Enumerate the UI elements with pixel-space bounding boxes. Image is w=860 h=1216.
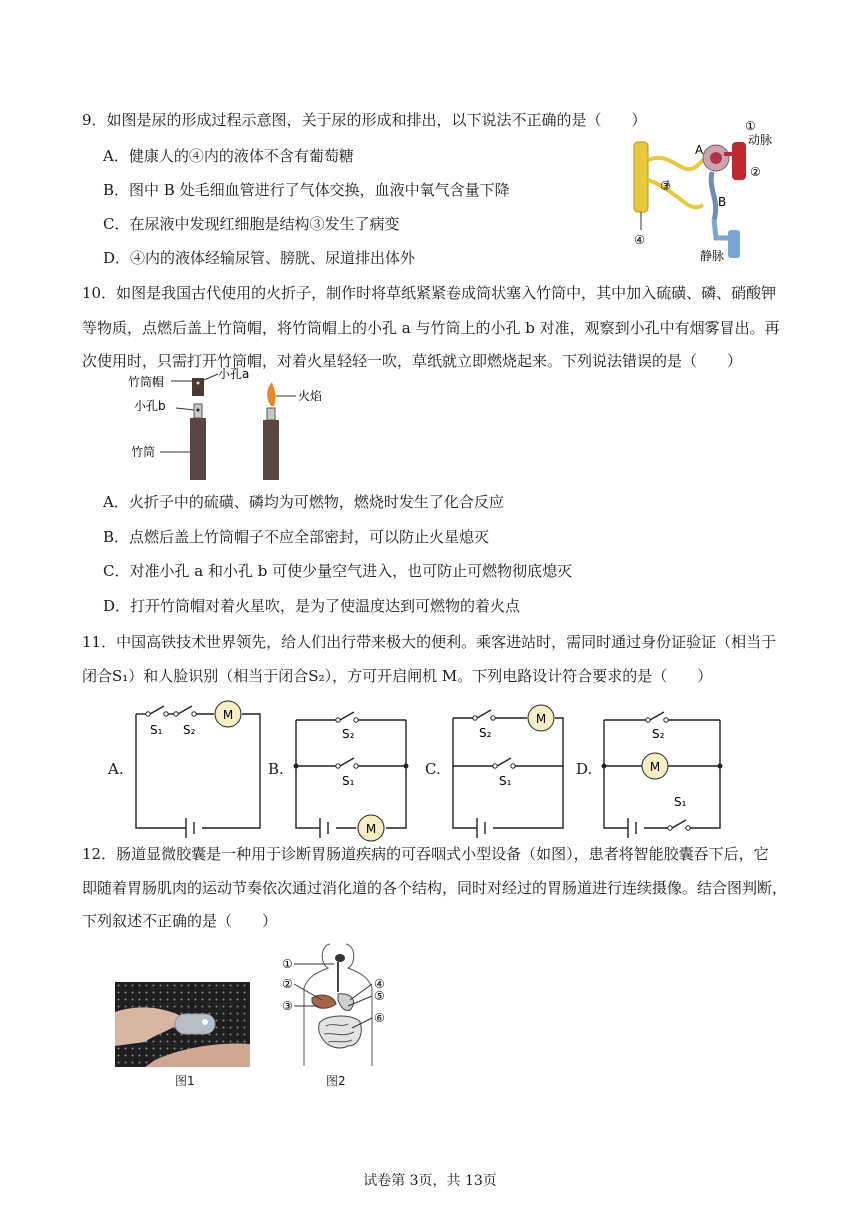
nephron-diagram <box>628 119 773 270</box>
digestive-system-diagram <box>278 942 398 1070</box>
q11-choice-a-letter: A. <box>108 760 124 778</box>
fig2-label-4: ④ <box>374 977 385 991</box>
circuit-a <box>130 700 270 835</box>
fig2-caption: 图2 <box>326 1074 346 1088</box>
q9-label-b: B <box>718 195 727 209</box>
fig1-caption: 图1 <box>175 1074 195 1088</box>
circuit-c <box>447 700 572 835</box>
q9-label-4: ④ <box>634 233 645 247</box>
fig2-label-6: ⑥ <box>374 1011 385 1025</box>
q10-label-cap: 竹筒帽 <box>128 375 165 389</box>
q11-choice-b-letter: B. <box>268 760 284 778</box>
q10-stem-line-1: 10．如图是我国古代使用的火折子，制作时将草纸紧紧卷成筒状塞入竹筒中，其中加入硫磺、磷、硝酸钾 <box>82 284 777 302</box>
circuit-b <box>290 700 415 835</box>
fire-folder-diagram <box>128 367 358 485</box>
circuit-a-motor: M <box>222 708 234 722</box>
q9-label-a: A <box>695 143 704 157</box>
q10-option-c: C．对准小孔 a 和小孔 b 可使少量空气进入，也可防止可燃物彻底熄灭 <box>103 562 573 580</box>
q9-stem: 9．如图是尿的形成过程示意图，关于尿的形成和排出，以下说法不正确的是（ ） <box>82 111 647 129</box>
page-footer: 试卷第 3页，共 13页 <box>363 1173 497 1189</box>
circuit-a-s2: S₂ <box>183 723 196 737</box>
q11-stem-line-1: 11．中国高铁技术世界领先，给人们出行带来极大的便利。乘客进站时，需同时通过身份证验证（相当于 <box>82 633 777 651</box>
q10-label-tube: 竹筒 <box>131 445 156 459</box>
capsule-photo <box>115 982 250 1067</box>
q9-label-1: ① <box>745 119 756 133</box>
q9-label-artery: 动脉 <box>748 133 773 147</box>
q9-label-3: ③ <box>660 179 671 193</box>
circuit-b-motor: M <box>365 822 377 836</box>
q9-option-b: B．图中 B 处毛细血管进行了气体交换，血液中氧气含量下降 <box>103 181 510 199</box>
q9-option-d: D．④内的液体经输尿管、膀胱、尿道排出体外 <box>103 249 416 267</box>
q10-label-hole-a: 小孔a <box>218 367 250 381</box>
q11-stem-line-2: 闭合S₁）和人脸识别（相当于闭合S₂），方可开启闸机 M。下列电路设计符合要求的是（ ） <box>82 667 713 685</box>
q9-option-a: A．健康人的④内的液体不含有葡萄糖 <box>103 147 354 165</box>
q12-stem-line-3: 下列叙述不正确的是（ ） <box>82 912 278 930</box>
circuit-c-s1: S₁ <box>499 774 512 788</box>
circuit-b-s2: S₂ <box>342 727 355 741</box>
circuit-d-s1: S₁ <box>674 795 687 809</box>
q10-label-flame: 火焰 <box>298 389 323 403</box>
q10-stem-line-2: 等物质，点燃后盖上竹筒帽，将竹筒帽上的小孔 a 与竹筒上的小孔 b 对准，观察到小孔中有烟雾冒出。再 <box>82 319 780 337</box>
q12-stem-line-2: 即随着胃肠肌肉的运动节奏依次通过消化道的各个结构，同时对经过的胃肠道进行连续摄像。结合图判断， <box>82 879 788 897</box>
q10-option-a: A．火折子中的硫磺、磷均为可燃物，燃烧时发生了化合反应 <box>103 493 504 511</box>
fig2-label-3: ③ <box>282 999 293 1013</box>
circuit-d-s2: S₂ <box>652 727 665 741</box>
circuit-a-s1: S₁ <box>150 723 163 737</box>
q10-option-d: D．打开竹筒帽对着火星吹，是为了使温度达到可燃物的着火点 <box>103 597 521 615</box>
q11-choice-d-letter: D. <box>576 760 593 778</box>
fig2-label-2: ② <box>282 977 293 991</box>
circuit-b-s1: S₁ <box>342 774 355 788</box>
fig2-label-1: ① <box>282 957 293 971</box>
circuit-c-motor: M <box>535 712 547 726</box>
q10-option-b: B．点燃后盖上竹筒帽子不应全部密封，可以防止火星熄灭 <box>103 528 490 546</box>
q10-stem-line-3: 次使用时，只需打开竹筒帽，对着火星轻轻一吹，草纸就立即燃烧起来。下列说法错误的是（ ） <box>82 352 743 370</box>
q10-label-hole-b: 小孔b <box>134 399 166 413</box>
q12-stem-line-1: 12．肠道显微胶囊是一种用于诊断胃肠道疾病的可吞咽式小型设备（如图），患者将智能胶囊吞下后，它 <box>82 845 769 863</box>
circuit-c-s2: S₂ <box>479 726 492 740</box>
q9-option-c: C．在尿液中发现红细胞是结构③发生了病变 <box>103 215 400 233</box>
q9-label-vein: 静脉 <box>700 249 725 263</box>
circuit-d-motor: M <box>649 760 661 774</box>
circuit-d <box>598 700 728 835</box>
fig2-label-5: ⑤ <box>374 989 385 1003</box>
q9-label-2: ② <box>750 165 761 179</box>
q11-choice-c-letter: C. <box>425 760 441 778</box>
